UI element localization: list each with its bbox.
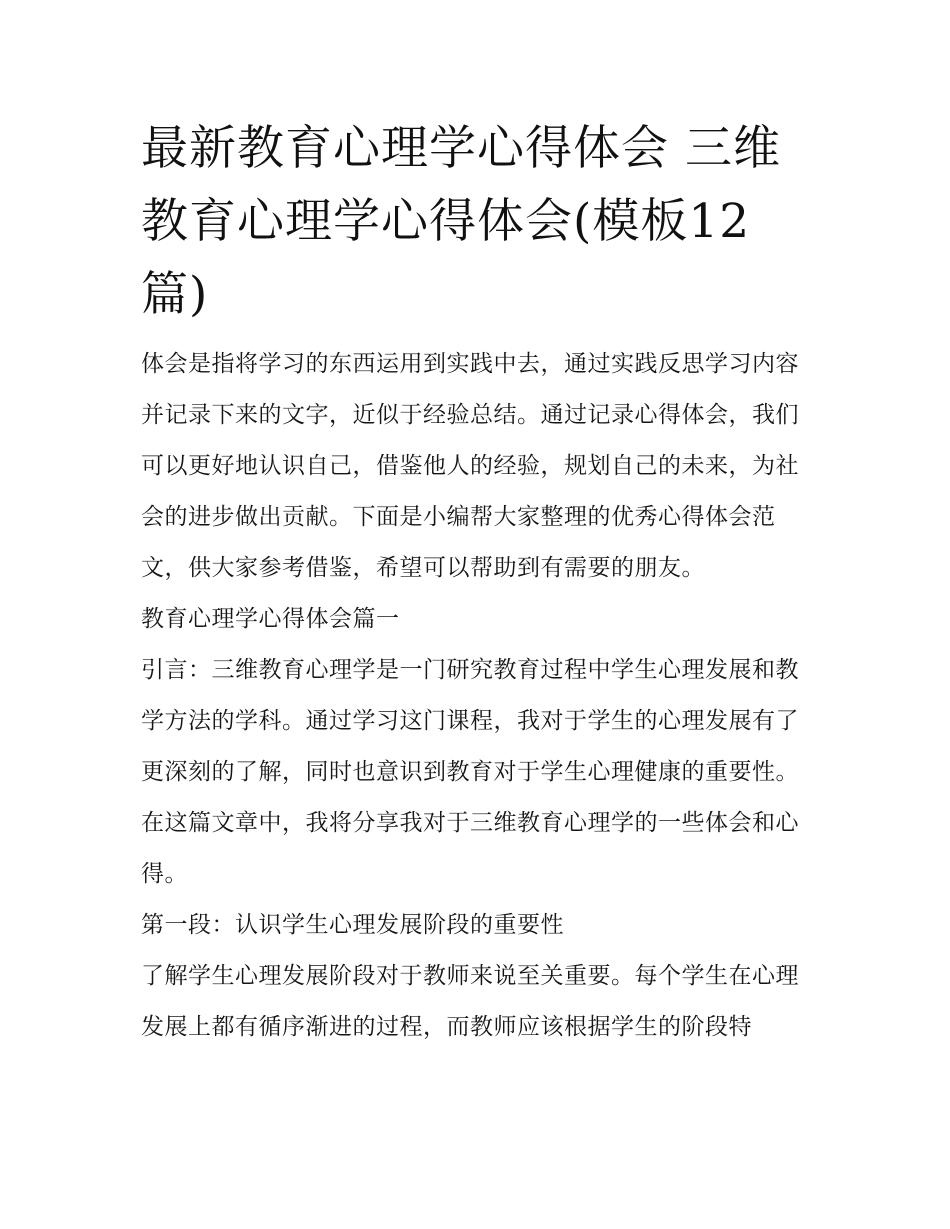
document-page (141, 112, 813, 1053)
section-heading: 教育心理学心得体会篇一 (141, 606, 400, 632)
paragraph-heading: 第一段：认识学生心理发展阶段的重要性 (141, 912, 564, 938)
intro-paragraph: 体会是指将学习的东西运用到实践中去，通过实践反思学习内容并记录下来的文字，近似于经验总结。通过记录心得体会，我们可以更好地认识自己，借鉴他人的经验，规划自己的未来，为社会的进步做出贡献。下面是小编帮大家整理的优秀心得体会范文，供大家参考借鉴，希望可以帮助到有需要的朋友。 (141, 351, 799, 581)
document-title: 最新教育心理学心得体会 三维教育心理学心得体会(模板12篇) (141, 121, 781, 322)
preface-paragraph: 引言：三维教育心理学是一门研究教育过程中学生心理发展和教学方法的学科。通过学习这门课程，我对于学生的心理发展有了更深刻的了解，同时也意识到教育对于学生心理健康的重要性。在这篇文章中，我将分享我对于三维教育心理学的一些体会和心得。 (141, 657, 799, 887)
body-paragraph: 了解学生心理发展阶段对于教师来说至关重要。每个学生在心理发展上都有循序渐进的过程，而教师应该根据学生的阶段特 (141, 963, 799, 1040)
